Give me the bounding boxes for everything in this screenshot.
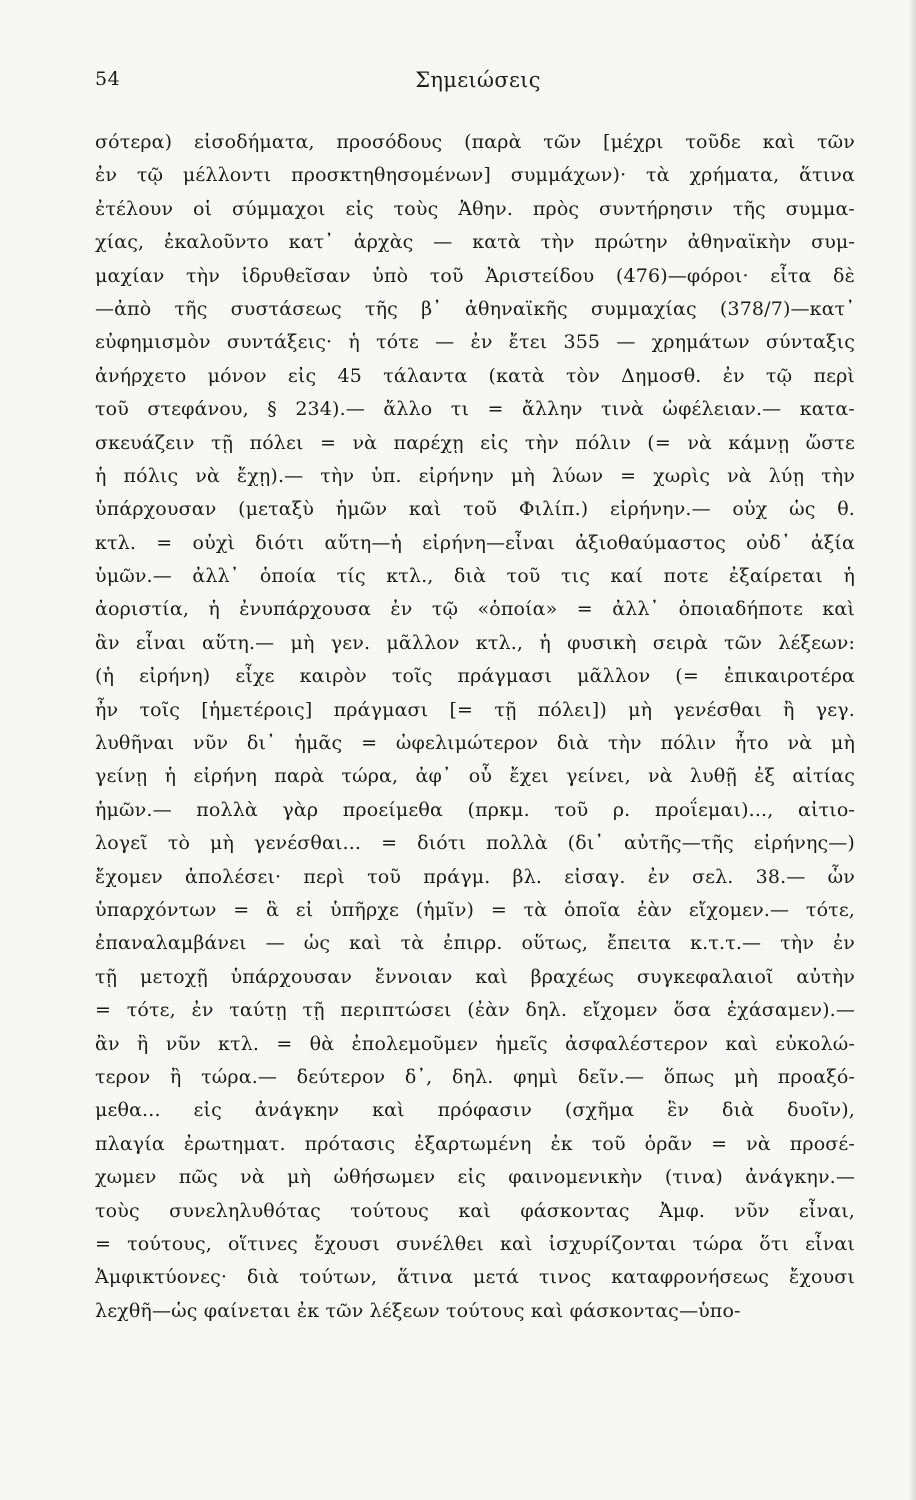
page-edge-shadow: [908, 0, 916, 1500]
notes-body-text: [95, 126, 855, 1328]
text-line: = τότε, ἐν ταύτῃ τῇ περιπτώσει (ἐὰν δηλ. εἴχομεν ὅσα ἐχάσαμεν).—: [95, 999, 855, 1022]
text-line: = τούτους, οἵτινες ἔχουσι συνέλθει καὶ ἰσχυρίζονται τώρα ὅτι εἶναι: [95, 1232, 855, 1255]
text-line: λογεῖ τὸ μὴ γενέσθαι... = διότι πολλὰ (δι᾽ αὐτῆς—τῆς εἰρήνης—): [95, 832, 855, 855]
text-line: Ἀμφικτύονες· διὰ τούτων, ἅτινα μετά τινος καταφρονήσεως ἔχουσι: [95, 1266, 855, 1289]
text-line: ἀνήρχετο μόνον εἰς 45 τάλαντα (κατὰ τὸν Δημοσθ. ἐν τῷ περὶ: [95, 364, 855, 387]
text-line: σότερα) εἰσοδήματα, προσόδους (παρὰ τῶν [μέχρι τοῦδε καὶ τῶν: [95, 131, 855, 153]
text-line: ἐν τῷ μέλλοντι προσκτηθησομένων] συμμάχων)· τὰ χρήματα, ἅτινα: [95, 164, 855, 187]
text-line: κτλ. = οὐχὶ διότι αὕτη—ἡ εἰρήνη—εἶναι ἀξιοθαύμαστος οὐδ᾽ ἀξία: [95, 531, 855, 554]
text-line: —ἀπὸ τῆς συστάσεως τῆς β᾽ ἀθηναϊκῆς συμμαχίας (378/7)—κατ᾽: [95, 297, 855, 320]
text-line: ἐτέλουν οἱ σύμμαχοι εἰς τοὺς Ἀθην. πρὸς συντήρησιν τῆς συμμα-: [95, 197, 855, 220]
text-line: πλαγία ἐρωτηματ. πρότασις ἐξαρτωμένη ἐκ τοῦ ὁρᾶν = νὰ προσέ-: [95, 1132, 855, 1155]
text-line: τοὺς συνεληλυθότας τούτους καὶ φάσκοντας Ἀμφ. νῦν εἶναι,: [95, 1199, 855, 1222]
text-line: ἂν εἶναι αὕτη.— μὴ γεν. μᾶλλον κτλ., ἡ φυσικὴ σειρὰ τῶν λέξεων:: [95, 631, 855, 654]
text-line: ὑπαρχόντων = ἃ εἰ ὑπῆρχε (ἡμῖν) = τὰ ὁποῖα ἐὰν εἴχομεν.— τότε,: [95, 898, 855, 921]
text-line: ὑμῶν.— ἀλλ᾽ ὁποία τίς κτλ., διὰ τοῦ τις καί ποτε ἐξαίρεται ἡ: [95, 565, 855, 588]
text-line: ἡμῶν.— πολλὰ γὰρ προείμεθα (πρκμ. τοῦ ρ. προΐεμαι)..., αἰτιο-: [95, 798, 855, 821]
text-line: ἡ πόλις νὰ ἔχῃ).— τὴν ὑπ. εἰρήνην μὴ λύων = χωρὶς νὰ λύῃ τὴν: [95, 464, 855, 487]
text-line: (ἡ εἰρήνη) εἶχε καιρὸν τοῖς πράγμασι μᾶλλον (= ἐπικαιροτέρα: [95, 665, 855, 688]
text-line: ἀοριστία, ἡ ἐνυπάρχουσα ἐν τῷ «ὁποία» = ἀλλ᾽ ὁποιαδήποτε καὶ: [95, 598, 855, 621]
text-line: ἦν τοῖς [ἡμετέροις] πράγμασι [= τῇ πόλει]) μὴ γενέσθαι ἢ γεγ.: [95, 698, 855, 721]
text-line: μεθα... εἰς ἀνάγκην καὶ πρόφασιν (σχῆμα ἓν διὰ δυοῖν),: [95, 1099, 855, 1122]
text-line: τερον ἢ τώρα.— δεύτερον δ᾽, δηλ. φημὶ δεῖν.— ὅπως μὴ προαξό-: [95, 1065, 855, 1088]
text-line: γείνῃ ἡ εἰρήνη παρὰ τώρα, ἀφ᾽ οὗ ἔχει γείνει, νὰ λυθῇ ἐξ αἰτίας: [95, 765, 855, 788]
text-line: ἂν ἢ νῦν κτλ. = θὰ ἐπολεμοῦμεν ἡμεῖς ἀσφαλέστερον καὶ εὐκολώ-: [95, 1032, 855, 1055]
running-head-title: Σημειώσεις: [415, 68, 541, 92]
text-line: εὐφημισμὸν συντάξεις· ἡ τότε — ἐν ἔτει 355 — χρημάτων σύνταξις: [95, 331, 855, 354]
text-line: τοῦ στεφάνου, § 234).— ἄλλο τι = ἄλλην τινὰ ὠφέλειαν.— κατα-: [95, 398, 855, 421]
page-header: [95, 68, 861, 104]
text-line: χωμεν πῶς νὰ μὴ ὠθήσωμεν εἰς φαινομενικὴν (τινα) ἀνάγκην.—: [95, 1166, 855, 1189]
text-line: ὑπάρχουσαν (μεταξὺ ἡμῶν καὶ τοῦ Φιλίπ.) εἰρήνην.— οὐχ ὡς θ.: [95, 498, 855, 521]
text-line: τῇ μετοχῇ ὑπάρχουσαν ἔννοιαν καὶ βραχέως συγκεφαλαιοῖ αὐτὴν: [95, 965, 855, 988]
text-line: λυθῆναι νῦν δι᾽ ἡμᾶς = ὠφελιμώτερον διὰ τὴν πόλιν ἦτο νὰ μὴ: [95, 732, 855, 755]
text-line: ἔχομεν ἀπολέσει· περὶ τοῦ πράγμ. βλ. εἰσαγ. ἐν σελ. 38.— ὧν: [95, 865, 855, 888]
text-line: χίας, ἐκαλοῦντο κατ᾽ ἀρχὰς — κατὰ τὴν πρώτην ἀθηναϊκὴν συμ-: [95, 231, 855, 254]
page-number: 54: [95, 68, 121, 90]
text-line: ἐπαναλαμβάνει — ὡς καὶ τὰ ἐπιρρ. οὕτως, ἔπειτα κ.τ.τ.— τὴν ἐν: [95, 932, 855, 955]
text-line: μαχίαν τὴν ἱδρυθεῖσαν ὑπὸ τοῦ Ἀριστείδου (476)—φόροι· εἶτα δὲ: [95, 264, 855, 287]
text-line: σκευάζειν τῇ πόλει = νὰ παρέχῃ εἰς τὴν πόλιν (= νὰ κάμνῃ ὥστε: [95, 431, 855, 454]
text-line: λεχθῆ—ὡς φαίνεται ἐκ τῶν λέξεων τούτους καὶ φάσκοντας—ὑπο-: [95, 1299, 741, 1322]
